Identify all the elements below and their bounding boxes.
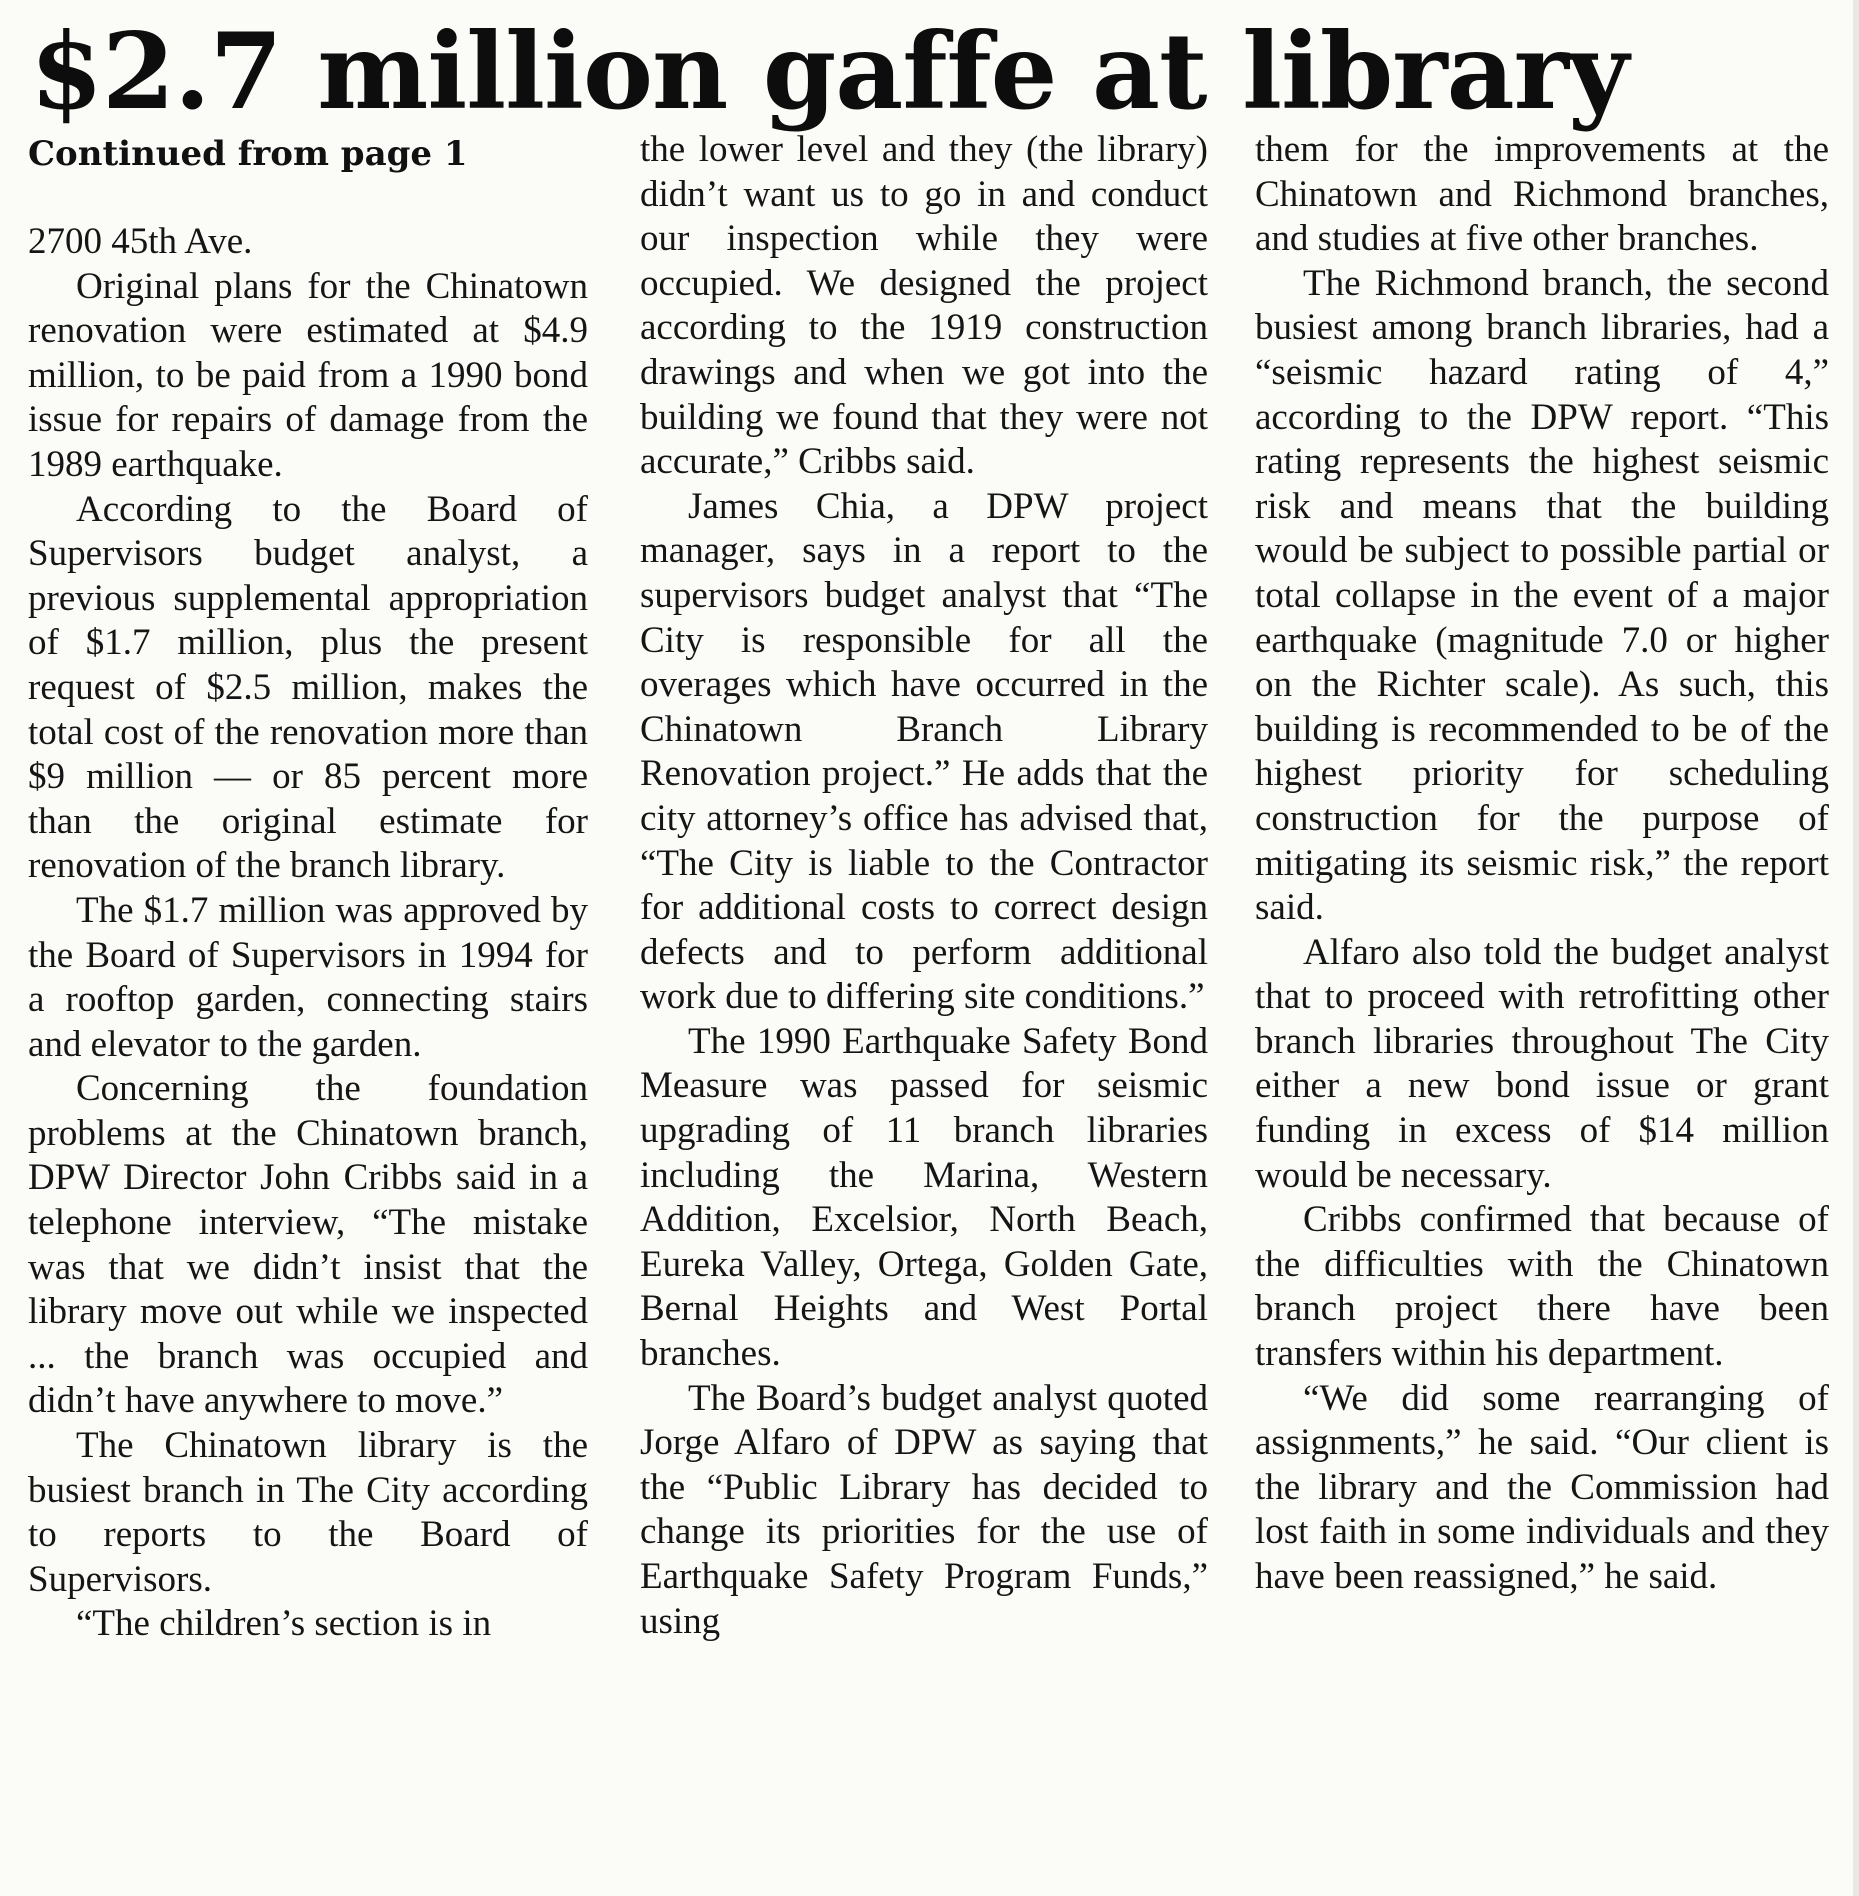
paragraph: “The children’s section is in — [76, 1603, 492, 1645]
paragraph: “We did some rearranging of assignments,” he said. “Our client is the library and the Commission had lost faith in some individuals and they have been reassigned,” he said. — [1255, 1377, 1829, 1597]
paragraph: 2700 45th Ave. — [28, 221, 253, 262]
paragraph: The $1.7 million was approved by the Board of Supervisors in 1994 for a rooftop garden, connecting stairs and elevator to the garden. — [28, 889, 588, 1065]
paragraph: the lower level and they (the library) didn’t want us to go in and conduct our inspection while they were occupied. We designed the project according to the 1919 construction drawings and when we got into the building we found that they were not accurate,” Cribbs said. — [640, 129, 1208, 483]
article-column-3 — [1255, 128, 1829, 1888]
paragraph: The Board’s budget analyst quoted Jorge Alfaro of DPW as saying that the “Public Library has decided to change its priorities for the use of Earthquake Safety Program Funds,” using — [640, 1377, 1208, 1642]
article-column-1 — [28, 128, 588, 1888]
paragraph: According to the Board of Supervisors budget analyst, a previous supplemental appropriation of $1.7 million, plus the present request of $2.5 million, makes the total cost of the renovation more than $9 million — or 85 percent more than the original estimate for renovation of the branch library. — [28, 488, 588, 887]
article-column-2 — [640, 128, 1208, 1888]
paragraph: them for the improvements at the Chinatown and Richmond branches, and studies at five other branches. — [1255, 129, 1829, 260]
paragraph: Alfaro also told the budget analyst that to proceed with retrofitting other branch libraries throughout The City either a new bond issue or grant funding in excess of $14 million would be necessary. — [1255, 931, 1829, 1196]
continued-label: Continued from page 1 — [28, 134, 468, 174]
headline: $2.7 million gaffe at library — [30, 9, 1628, 133]
paragraph: The Richmond branch, the second busiest among branch libraries, had a “seismic hazard rating of 4,” according to the DPW report. “This rating represents the highest seismic risk and means that the building would be subject to possible partial or total collapse in the event of a major earthquake (magnitude 7.0 or higher on the Richter scale). As such, this building is recommended to be of the highest priority for scheduling construction for the purpose of mitigating its seismic risk,” the report said. — [1255, 262, 1829, 929]
paragraph: James Chia, a DPW project manager, says in a report to the supervisors budget analyst that “The City is responsible for all the overages which have occurred in the Chinatown Branch Library Renovation project.” He adds that the city attorney’s office has advised that, “The City is liable to the Contractor for additional costs to correct design defects and to perform additional work due to differing site conditions.” — [640, 485, 1208, 1018]
paragraph: Cribbs confirmed that because of the difficulties with the Chinatown branch project there have been transfers within his department. — [1255, 1199, 1829, 1375]
paragraph: The 1990 Earthquake Safety Bond Measure was passed for seismic upgrading of 11 branch libraries including the Marina, Western Addition, Excelsior, North Beach, Eureka Valley, Ortega, Golden Gate, Bernal Heights and West Portal branches. — [640, 1020, 1208, 1375]
paragraph: The Chinatown library is the busiest branch in The City according to reports to the Board of Supervisors. — [28, 1425, 588, 1600]
paragraph: Original plans for the Chinatown renovation were estimated at $4.9 million, to be paid from a 1990 bond issue for repairs of damage from the 1989 earthquake. — [28, 265, 588, 485]
page-edge — [1853, 0, 1859, 1896]
paragraph: Concerning the foundation problems at the Chinatown branch, DPW Director John Cribbs said in a telephone interview, “The mistake was that we didn’t insist that the library move out while we inspected ... the branch was occupied and didn’t have anywhere to move.” — [28, 1068, 588, 1422]
